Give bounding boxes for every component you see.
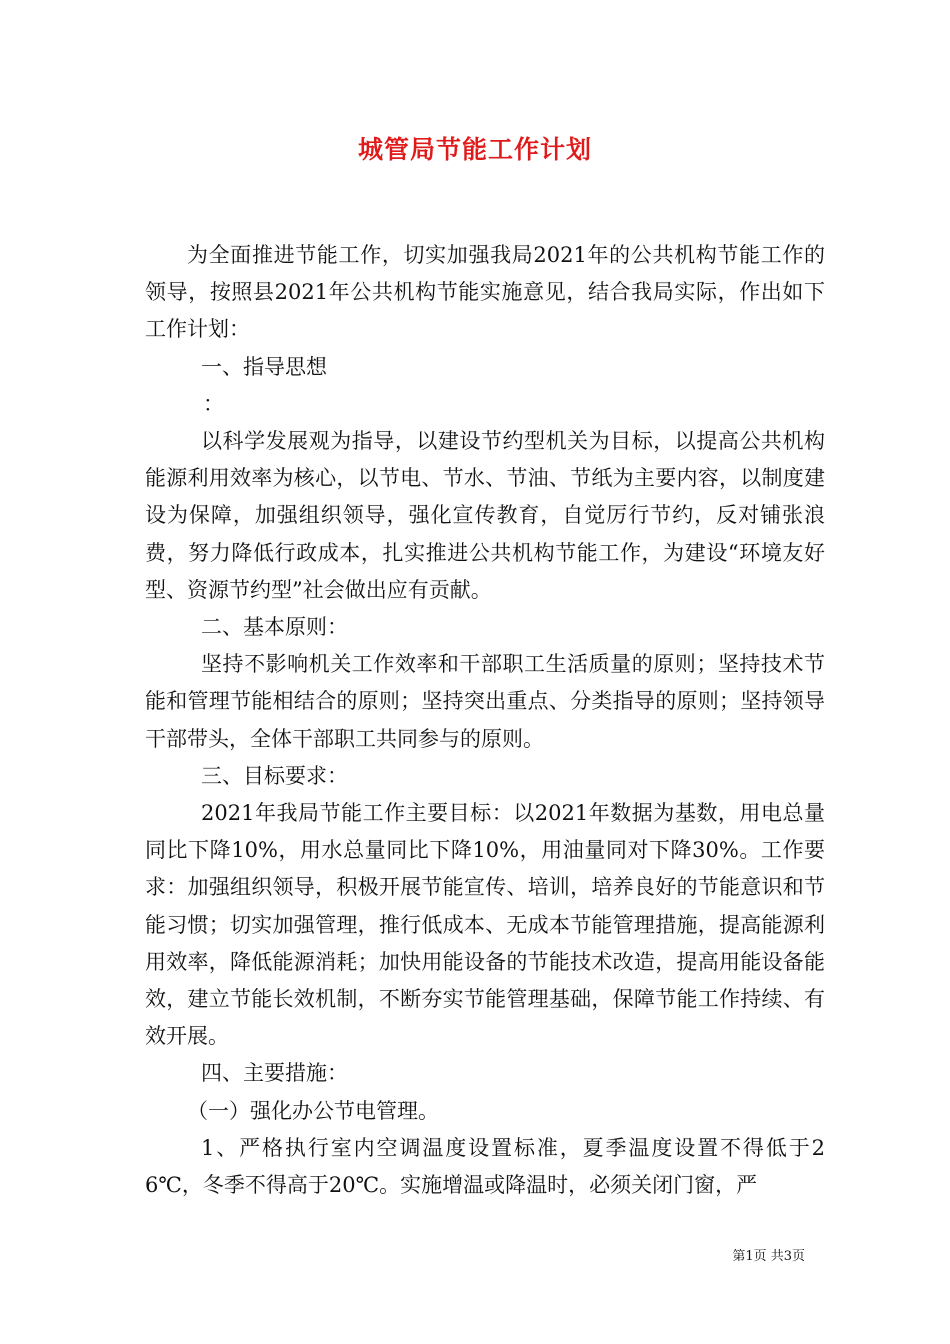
stray-colon: ： bbox=[203, 391, 224, 416]
section-heading-basic-principles: 二、基本原则： bbox=[201, 615, 348, 640]
section-heading-goals: 三、目标要求： bbox=[201, 763, 348, 788]
goals-paragraph: 2021年我局节能工作主要目标：以2021年数据为基数，用电总量同比下降10%，用水总量同比下降10%，用油量同对下降30%。工作要求：加强组织领导，积极开展节能宣传、培训，培养良好的节能意识和节能习惯；切实加强管理，推行低成本、无成本节能管理措施，提高能源利用效率，降低能源消耗；加快用能设备的节能技术改造，提高用能设备能效，建立节能长效机制，不断夯实节能管理基础，保障节能工作持续、有效开展。 bbox=[145, 801, 825, 1049]
document-body bbox=[145, 237, 825, 1204]
page-number: 第1页 共3页 bbox=[732, 1249, 805, 1264]
section-heading-guiding-thought: 一、指导思想 bbox=[201, 354, 327, 379]
document-title: 城管局节能工作计划 bbox=[357, 135, 592, 164]
measure-item-1: 1、严格执行室内空调温度设置标准，夏季温度设置不得低于26℃，冬季不得高于20℃。实施增温或降温时，必须关闭门窗，严 bbox=[145, 1135, 825, 1198]
section-heading-main-measures: 四、主要措施： bbox=[201, 1061, 348, 1086]
basic-principles-paragraph: 坚持不影响机关工作效率和干部职工生活质量的原则；坚持技术节能和管理节能相结合的原则；坚持突出重点、分类指导的原则；坚持领导干部带头，全体干部职工共同参与的原则。 bbox=[145, 652, 825, 751]
subsection-heading-electricity: （一）强化办公节电管理。 bbox=[187, 1098, 439, 1123]
guiding-thought-paragraph: 以科学发展观为指导，以建设节约型机关为目标，以提高公共机构能源利用效率为核心，以节电、节水、节油、节纸为主要内容，以制度建设为保障，加强组织领导，强化宣传教育，自觉厉行节约，反对铺张浪费，努力降低行政成本，扎实推进公共机构节能工作，为建设“环境友好型、资源节约型”社会做出应有贡献。 bbox=[145, 429, 825, 602]
intro-paragraph: 为全面推进节能工作，切实加强我局2021年的公共机构节能工作的领导，按照县2021年公共机构节能实施意见，结合我局实际，作出如下工作计划： bbox=[145, 243, 825, 342]
